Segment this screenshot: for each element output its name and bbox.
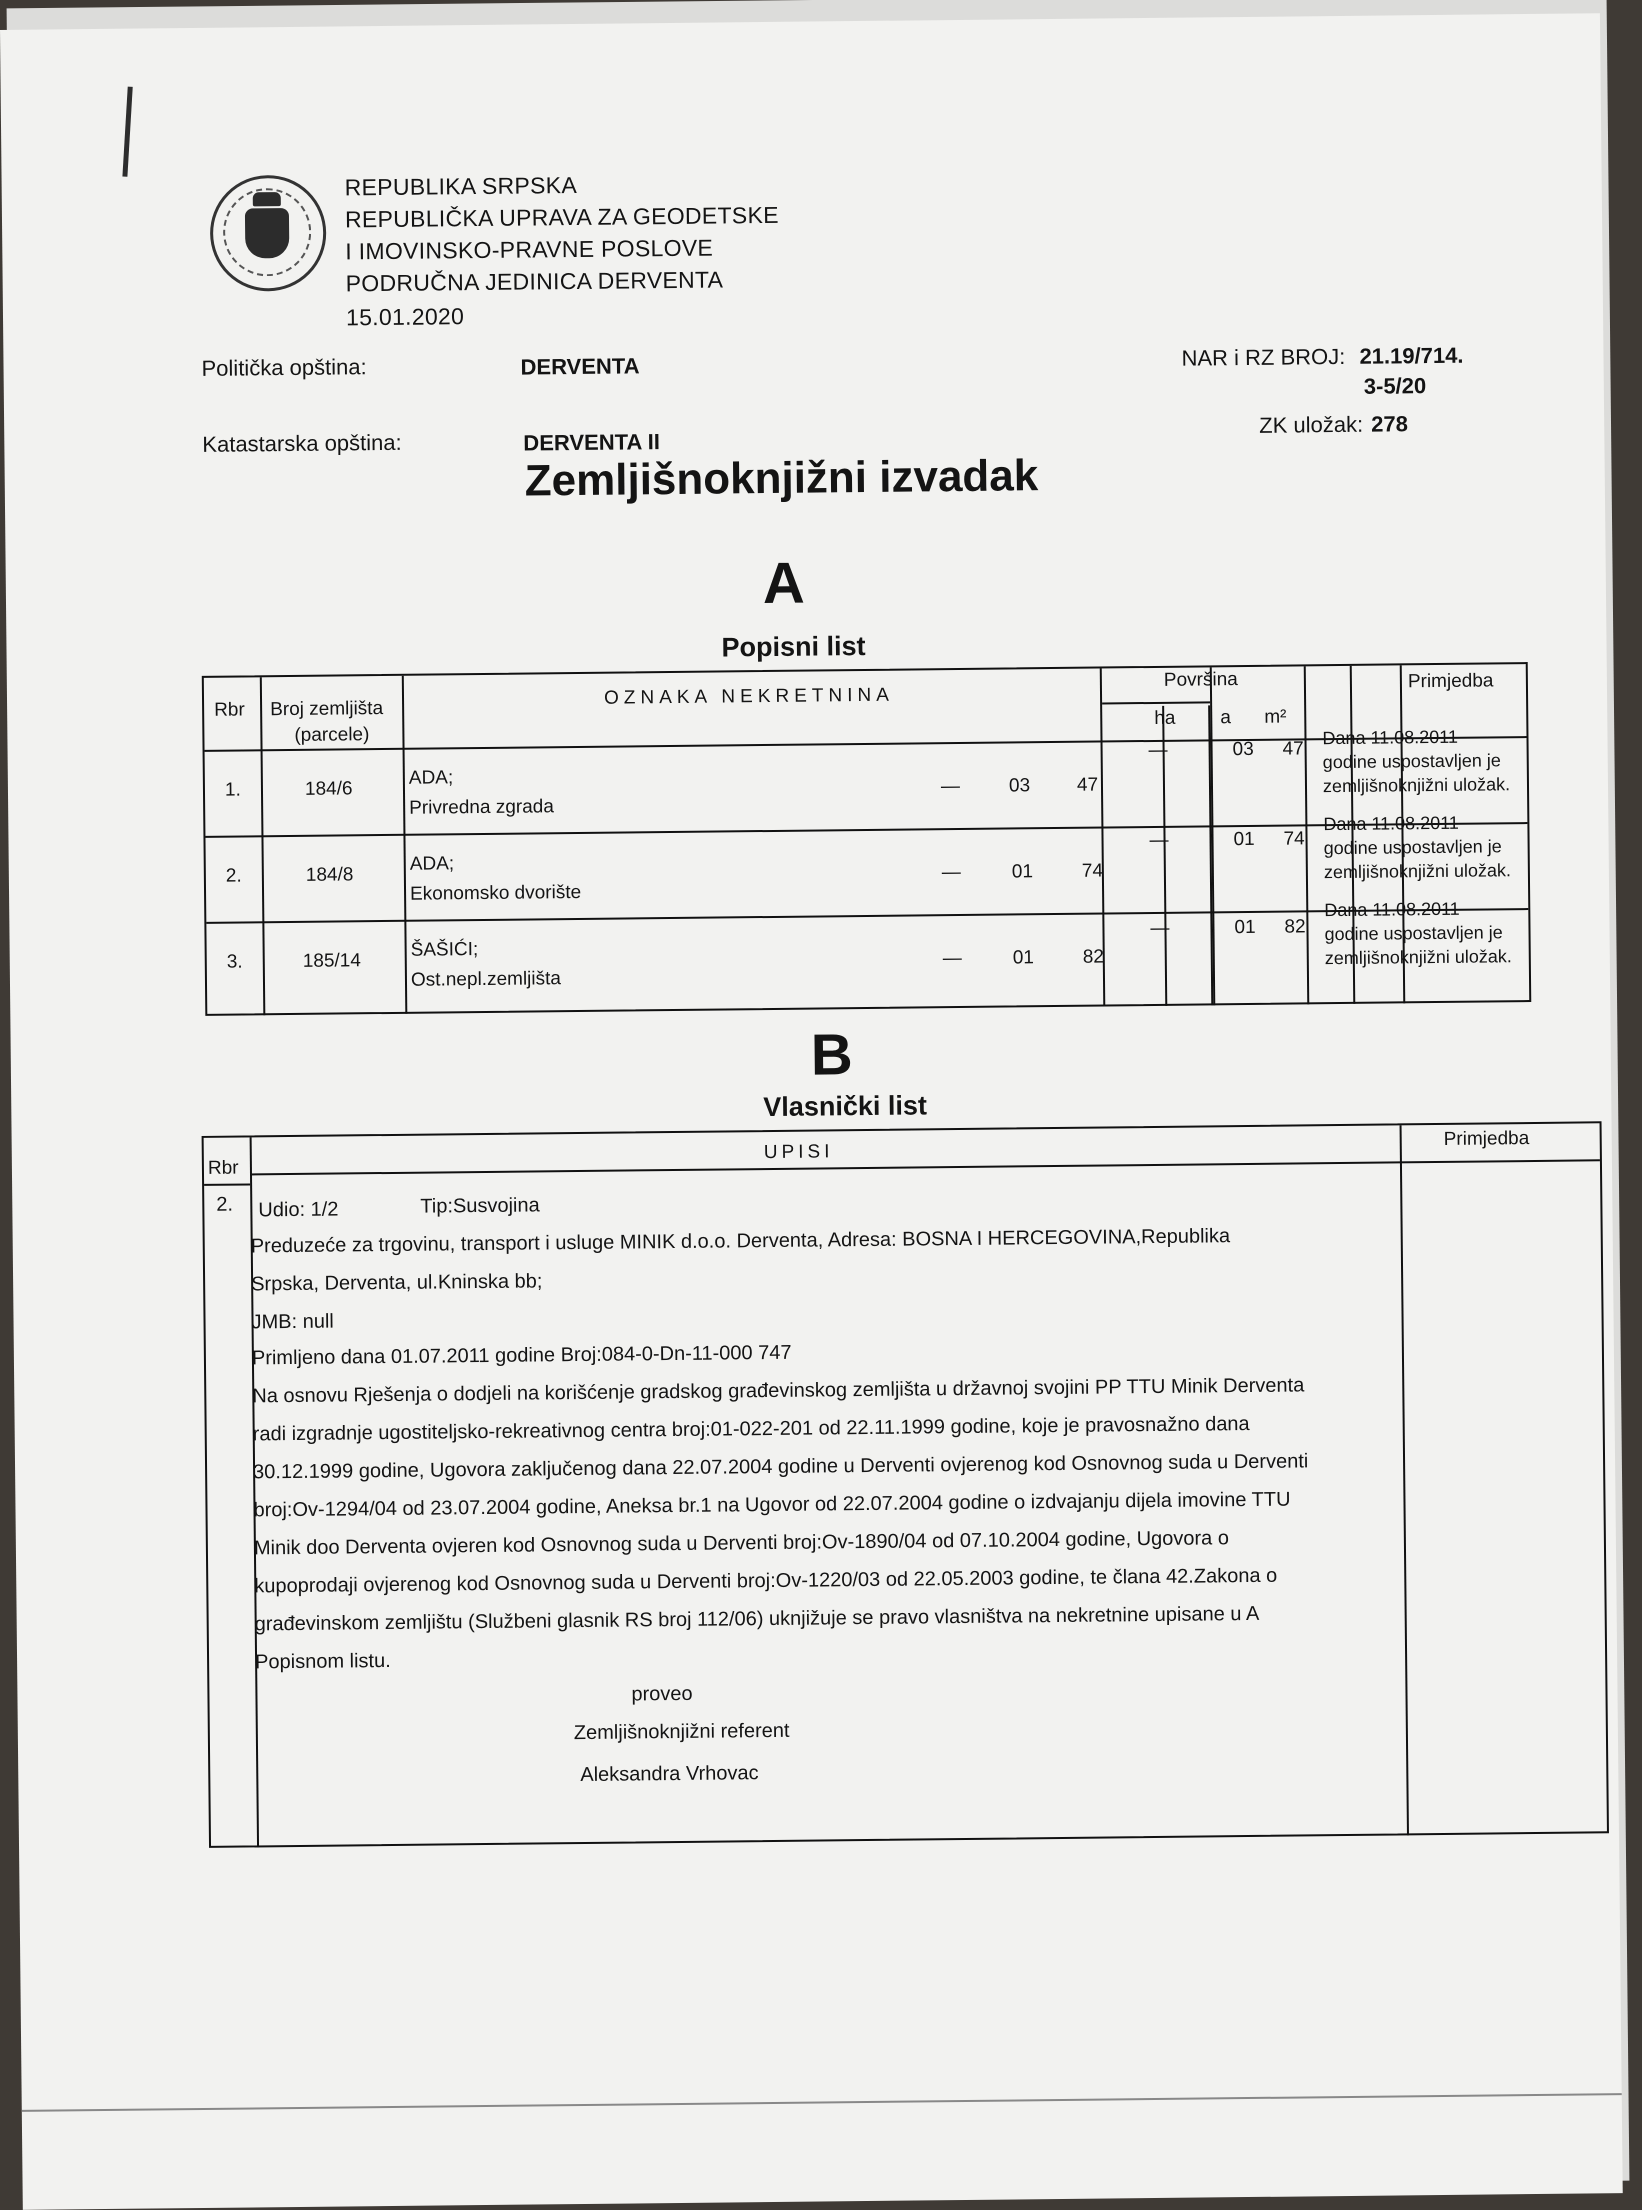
col-ha: ha xyxy=(1154,707,1176,729)
row1-ha2: — xyxy=(1148,739,1168,762)
b-upisi: UPISI xyxy=(763,1141,834,1164)
section-a-title: Popisni list xyxy=(721,630,866,663)
b-tip: Tip:Susvojina xyxy=(420,1194,540,1218)
row1-a2: 03 xyxy=(1232,738,1254,761)
b-line-4: Primljeno dana 01.07.2011 godine Broj:084-0-Dn-11-000 747 xyxy=(251,1341,792,1370)
row3-dash: — xyxy=(942,947,962,970)
row3-a2: 01 xyxy=(1234,916,1256,939)
zk-label: ZK uložak: xyxy=(1259,411,1364,438)
col-primjedba: Primjedba xyxy=(1407,670,1494,693)
document-title: Zemljišnoknjižni izvadak xyxy=(524,451,1039,506)
col-broj-2: (parcele) xyxy=(294,724,370,746)
header-line-4: PODRUČNA JEDINICA DERVENTA xyxy=(345,266,724,297)
row1-note-1: Dana 11.08.2011 xyxy=(1322,726,1459,749)
row2-ha2: — xyxy=(1149,829,1169,852)
row2-location: ADA; xyxy=(409,853,455,875)
col-rbr: Rbr xyxy=(214,699,245,721)
row3-note-1: Dana 11.08.2011 xyxy=(1324,898,1460,921)
b-line-3: JMB: null xyxy=(251,1310,334,1334)
row1-m: 47 xyxy=(1076,774,1099,796)
b-line-8: broj:Ov-1294/04 od 23.07.2004 godine, Aneksa br.1 na Ugovor od 22.07.2004 godine o izdvajanju dijela imovine TTU xyxy=(253,1488,1291,1522)
row1-note-2: godine uspostavljen je xyxy=(1322,750,1501,773)
header-date: 15.01.2020 xyxy=(345,303,465,331)
b-referent: Zemljišnoknjižni referent xyxy=(573,1719,790,1745)
b-proveo: proveo xyxy=(631,1682,693,1706)
row2-broj: 184/8 xyxy=(305,864,354,886)
row2-dash: — xyxy=(941,861,961,884)
row2-description: Ekonomsko dvorište xyxy=(409,881,582,905)
nar-value: 21.19/714. xyxy=(1359,342,1464,369)
row1-dash: — xyxy=(940,775,961,798)
row1-location: ADA; xyxy=(408,767,454,789)
staple-mark xyxy=(122,87,132,177)
b-signatory-name: Aleksandra Vrhovac xyxy=(580,1762,759,1787)
b-line-5: Na osnovu Rješenja o dodjeli na korišćenje gradskog građevinskog zemljišta u državnoj svojini PP TTU Minik Derventa xyxy=(252,1374,1305,1408)
page-fold-line xyxy=(22,2093,1622,2112)
b-rbr-label: Rbr xyxy=(207,1157,239,1179)
b-line-11: građevinskom zemljištu (Službeni glasnik RS broj 112/06) uknjižuje se pravo vlasništva na nekretnine upisane u A xyxy=(254,1602,1260,1636)
row3-a: 01 xyxy=(1012,947,1035,969)
col-a: a xyxy=(1220,707,1231,729)
col-povrsina: Površina xyxy=(1163,669,1238,691)
row3-m2: 82 xyxy=(1284,916,1306,938)
section-a-letter: A xyxy=(762,550,806,617)
b-row-rbr: 2. xyxy=(216,1193,234,1216)
b-udio: Udio: 1/2 xyxy=(258,1198,339,1222)
row3-location: ŠAŠIĆI; xyxy=(410,939,479,961)
row3-note-2: godine uspostavljen je xyxy=(1324,922,1503,945)
row2-a2: 01 xyxy=(1233,828,1255,851)
col-broj: Broj zemljišta xyxy=(270,698,384,721)
row2-note-1: Dana 11.08.2011 xyxy=(1323,812,1459,835)
b-line-1: Preduzeće za trgovinu, transport i usluge MINIK d.o.o. Derventa, Adresa: BOSNA I HERCEGOVINA,Republika xyxy=(250,1225,1231,1258)
b-line-10: kupoprodaji ovjerenog kod Osnovnog suda u Derventi broj:Ov-1220/03 od 22.05.2003 godine, te člana 42.Zakona o xyxy=(254,1564,1278,1598)
coat-of-arms-seal xyxy=(210,175,327,292)
section-b-letter: B xyxy=(810,1022,854,1088)
row1-broj: 184/6 xyxy=(304,778,353,800)
row3-broj: 185/14 xyxy=(302,950,362,972)
col-oznaka: OZNAKA NEKRETNINA xyxy=(603,684,894,709)
cadastral-label: Katastarska opština: xyxy=(202,429,402,457)
political-value: DERVENTA xyxy=(520,353,640,380)
header-line-2: REPUBLIČKA UPRAVA ZA GEODETSKE xyxy=(344,201,779,233)
b-line-12: Popisnom listu. xyxy=(254,1649,391,1674)
row1-rbr: 1. xyxy=(224,779,241,801)
header-line-1: REPUBLIKA SRPSKA xyxy=(344,171,578,201)
row1-description: Privredna zgrada xyxy=(409,796,554,819)
b-line-2: Srpska, Derventa, ul.Kninska bb; xyxy=(251,1270,543,1296)
political-label: Politička opština: xyxy=(201,354,367,381)
row2-note-3: zemljišnoknjižni uložak. xyxy=(1323,860,1512,883)
section-b-title: Vlasnički list xyxy=(763,1090,928,1123)
row2-m: 74 xyxy=(1081,860,1104,882)
b-primjedba: Primjedba xyxy=(1443,1128,1530,1150)
nar-value-2: 3-5/20 xyxy=(1363,373,1427,399)
row2-a: 01 xyxy=(1011,861,1034,883)
document-page xyxy=(0,13,1623,2210)
zk-value: 278 xyxy=(1371,411,1409,437)
b-line-9: Minik doo Derventa ovjeren kod Osnovnog suda u Derventi broj:Ov-1890/04 od 07.10.2004 godine, Ugovora o xyxy=(253,1527,1230,1560)
row3-description: Ost.nepl.zemljišta xyxy=(410,968,562,991)
cadastral-value: DERVENTA II xyxy=(523,429,660,456)
row1-note-3: zemljišnoknjižni uložak. xyxy=(1322,774,1511,797)
row1-m2: 47 xyxy=(1282,738,1304,760)
header-line-3: I IMOVINSKO-PRAVNE POSLOVE xyxy=(345,234,714,265)
row3-ha2: — xyxy=(1150,917,1170,940)
row3-m: 82 xyxy=(1082,946,1105,968)
row1-a: 03 xyxy=(1008,775,1031,797)
row2-rbr: 2. xyxy=(225,865,242,887)
b-line-6: radi izgradnje ugostiteljsko-rekreativnog centra broj:01-022-201 od 22.11.1999 godine, koje je pravosnažno dana xyxy=(252,1412,1250,1446)
row3-note-3: zemljišnoknjižni uložak. xyxy=(1324,946,1512,969)
row2-note-2: godine uspostavljen je xyxy=(1323,836,1502,859)
row2-m2: 74 xyxy=(1283,828,1305,850)
nar-label: NAR i RZ BROJ: xyxy=(1181,343,1346,371)
col-m2: m² xyxy=(1264,706,1287,728)
b-line-7: 30.12.1999 godine, Ugovora zaključenog dana 22.07.2004 godine u Derventi ovjerenog kod Osnovnog suda u Derventi xyxy=(253,1450,1309,1484)
popisni-list-table xyxy=(202,662,1531,1016)
row3-rbr: 3. xyxy=(226,951,243,973)
